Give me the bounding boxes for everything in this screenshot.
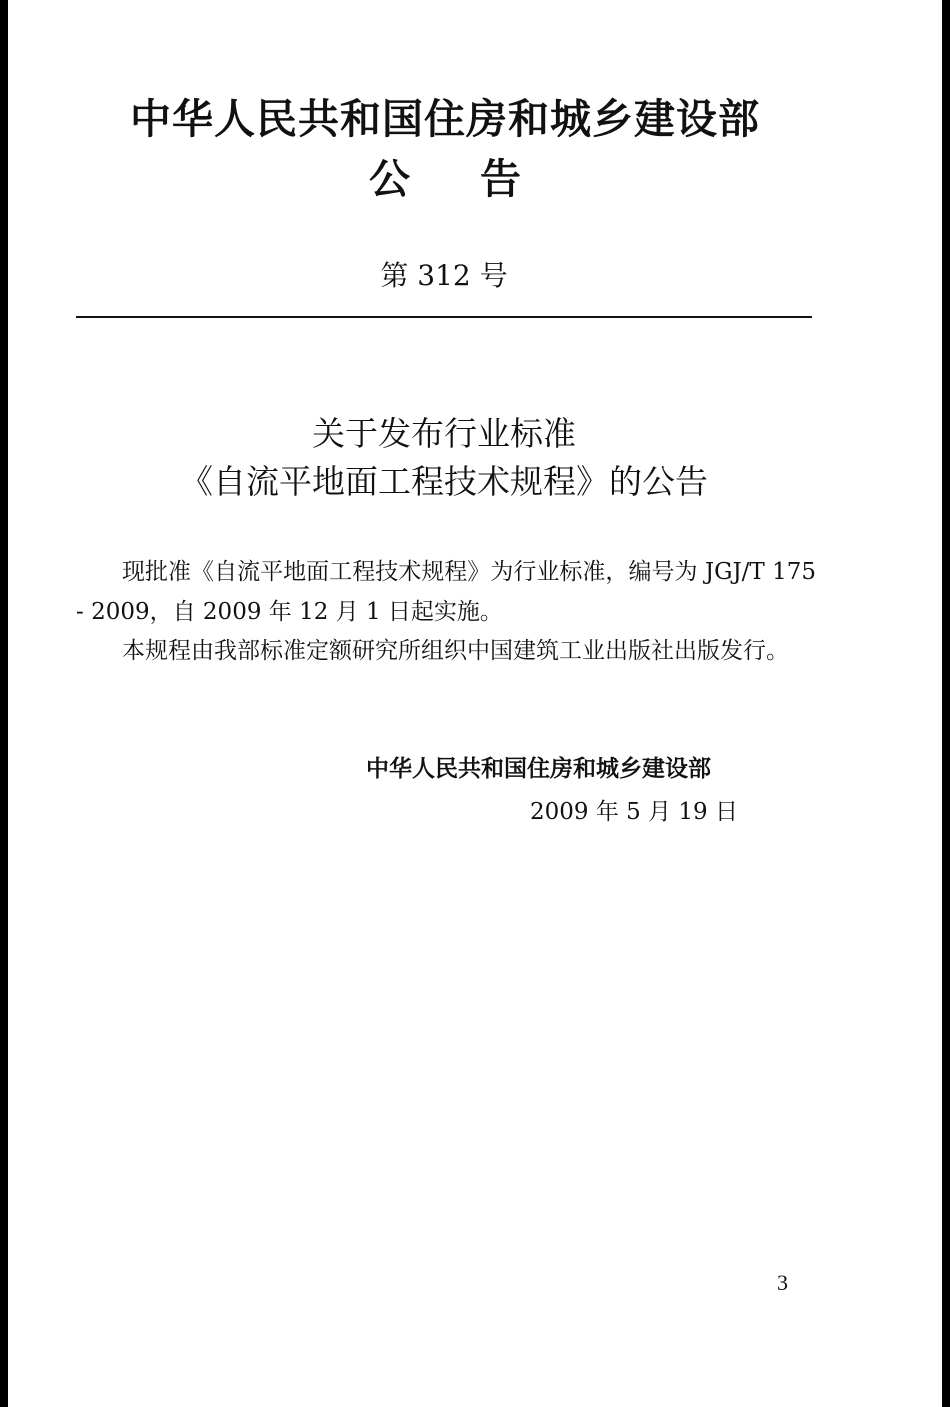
header-divider — [76, 316, 812, 318]
issuer-title: 中华人民共和国住房和城乡建设部 — [130, 95, 760, 143]
body-paragraph-approval: 现批准《自流平地面工程技术规程》为行业标准，编号为 JGJ/T 175 - 2009，自 2009 年 12 月 1 日起实施。 — [76, 559, 816, 625]
body-paragraph-publication: 本规程由我部标准定额研究所组织中国建筑工业出版社出版发行。 — [122, 638, 789, 664]
subject-heading-line2: 《自流平地面工程技术规程》的公告 — [180, 462, 708, 501]
signature-issuer: 中华人民共和国住房和城乡建设部 — [366, 756, 711, 782]
document-type-title: 公告 — [369, 155, 591, 203]
right-scan-edge — [942, 0, 950, 1407]
left-scan-edge — [0, 0, 8, 1407]
subject-heading-line1: 关于发布行业标准 — [312, 414, 576, 453]
announcement-number: 第 312 号 — [380, 259, 508, 292]
page-number: 3 — [777, 1270, 788, 1295]
signature-date: 2009 年 5 月 19 日 — [530, 799, 738, 825]
